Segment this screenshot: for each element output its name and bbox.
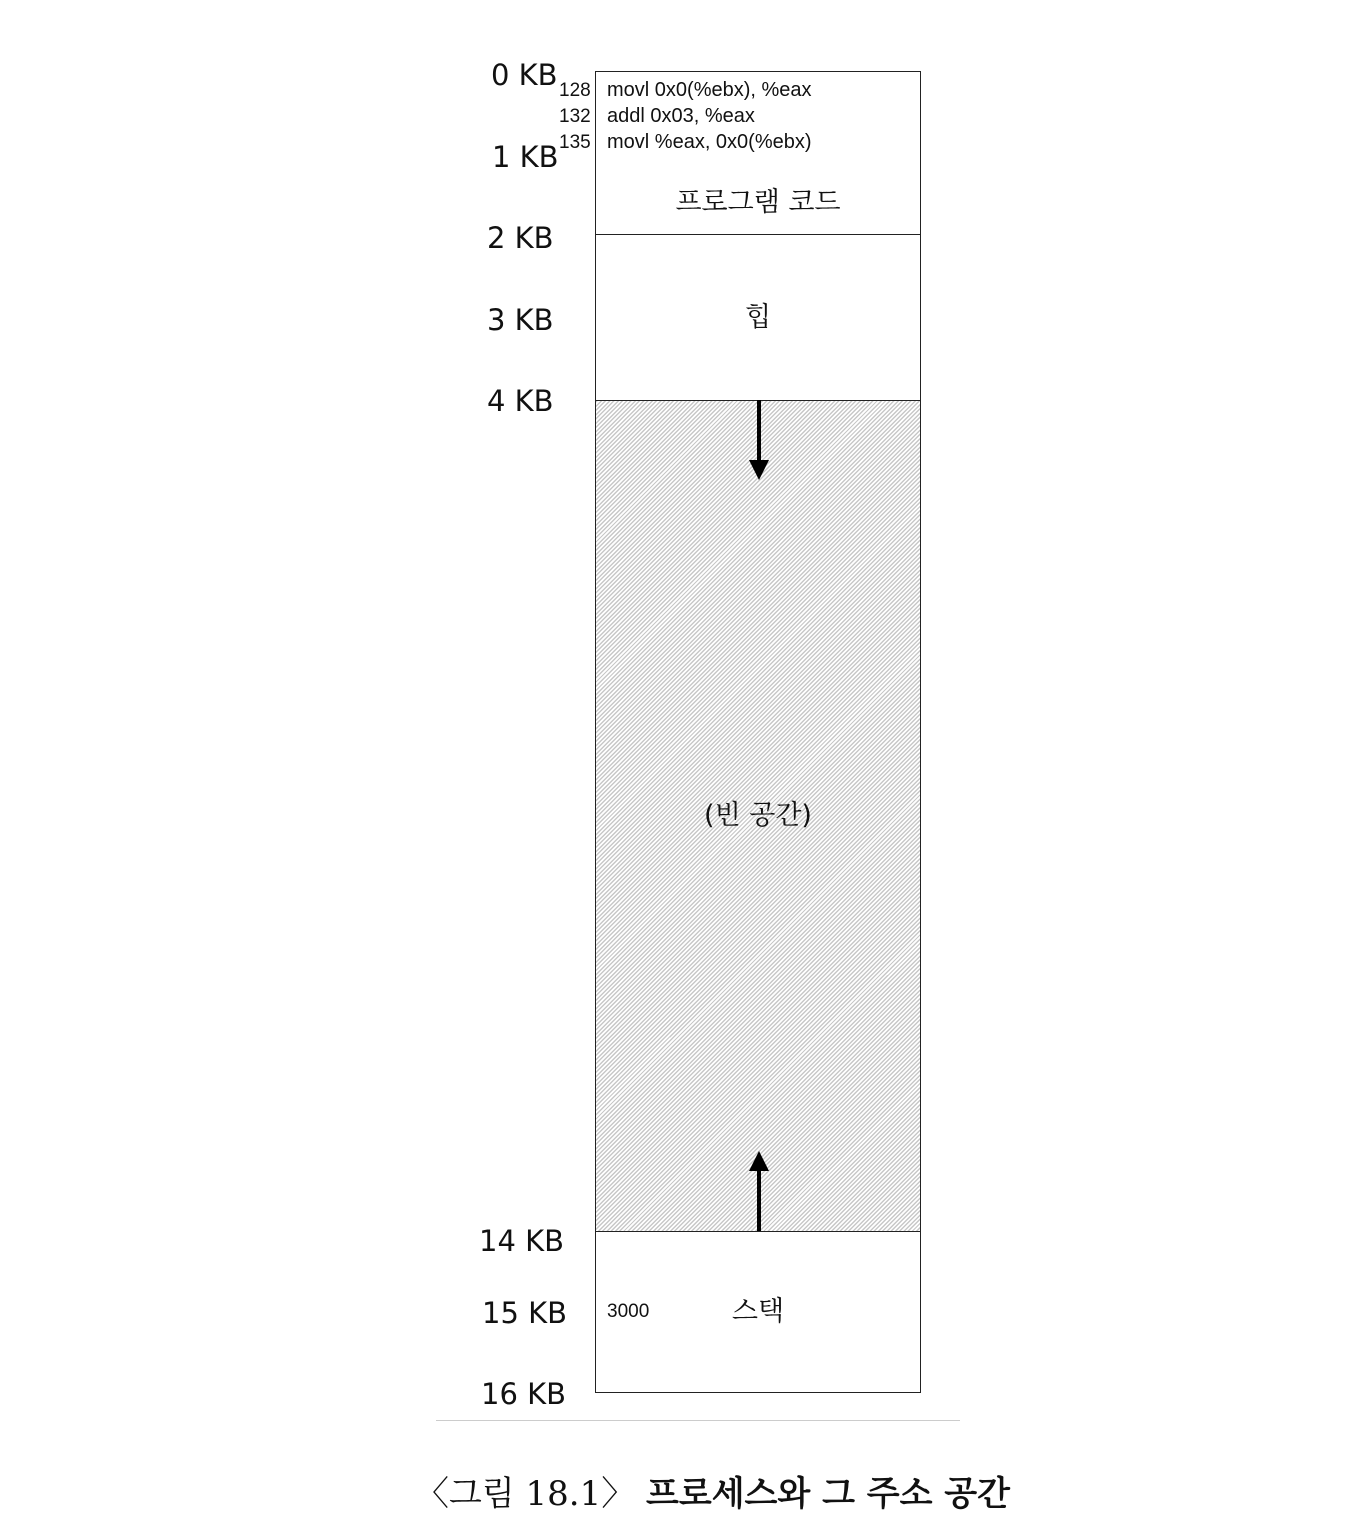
figure-caption xyxy=(415,1466,1010,1515)
kb-label-3: 3 KB xyxy=(487,303,554,337)
kb-label-2: 2 KB xyxy=(487,221,554,255)
code-address: 132 xyxy=(559,106,591,127)
kb-label-16: 16 KB xyxy=(481,1377,567,1411)
code-address: 135 xyxy=(559,132,591,153)
divider xyxy=(436,1420,960,1421)
stack-label: 스택 xyxy=(731,1296,785,1327)
caption-title: 프로세스와 그 주소 공간 xyxy=(646,1474,1010,1514)
kb-label-0: 0 KB xyxy=(491,58,558,92)
code-label: 프로그램 코드 xyxy=(675,187,841,218)
free-space-label: (빈 공간) xyxy=(704,800,812,831)
kb-label-15: 15 KB xyxy=(482,1296,568,1330)
kb-label-14: 14 KB xyxy=(479,1224,565,1258)
heap-label: 힙 xyxy=(744,302,772,333)
code-instruction: movl %eax, 0x0(%ebx) xyxy=(607,131,812,153)
code-address: 128 xyxy=(559,80,591,101)
kb-label-1: 1 KB xyxy=(492,140,559,174)
caption-prefix: 〈그림 18.1〉 xyxy=(415,1474,636,1514)
stack-value: 3000 xyxy=(607,1301,650,1322)
code-instruction: addl 0x03, %eax xyxy=(607,105,755,127)
kb-label-4: 4 KB xyxy=(487,384,554,418)
code-instruction: movl 0x0(%ebx), %eax xyxy=(607,79,812,101)
